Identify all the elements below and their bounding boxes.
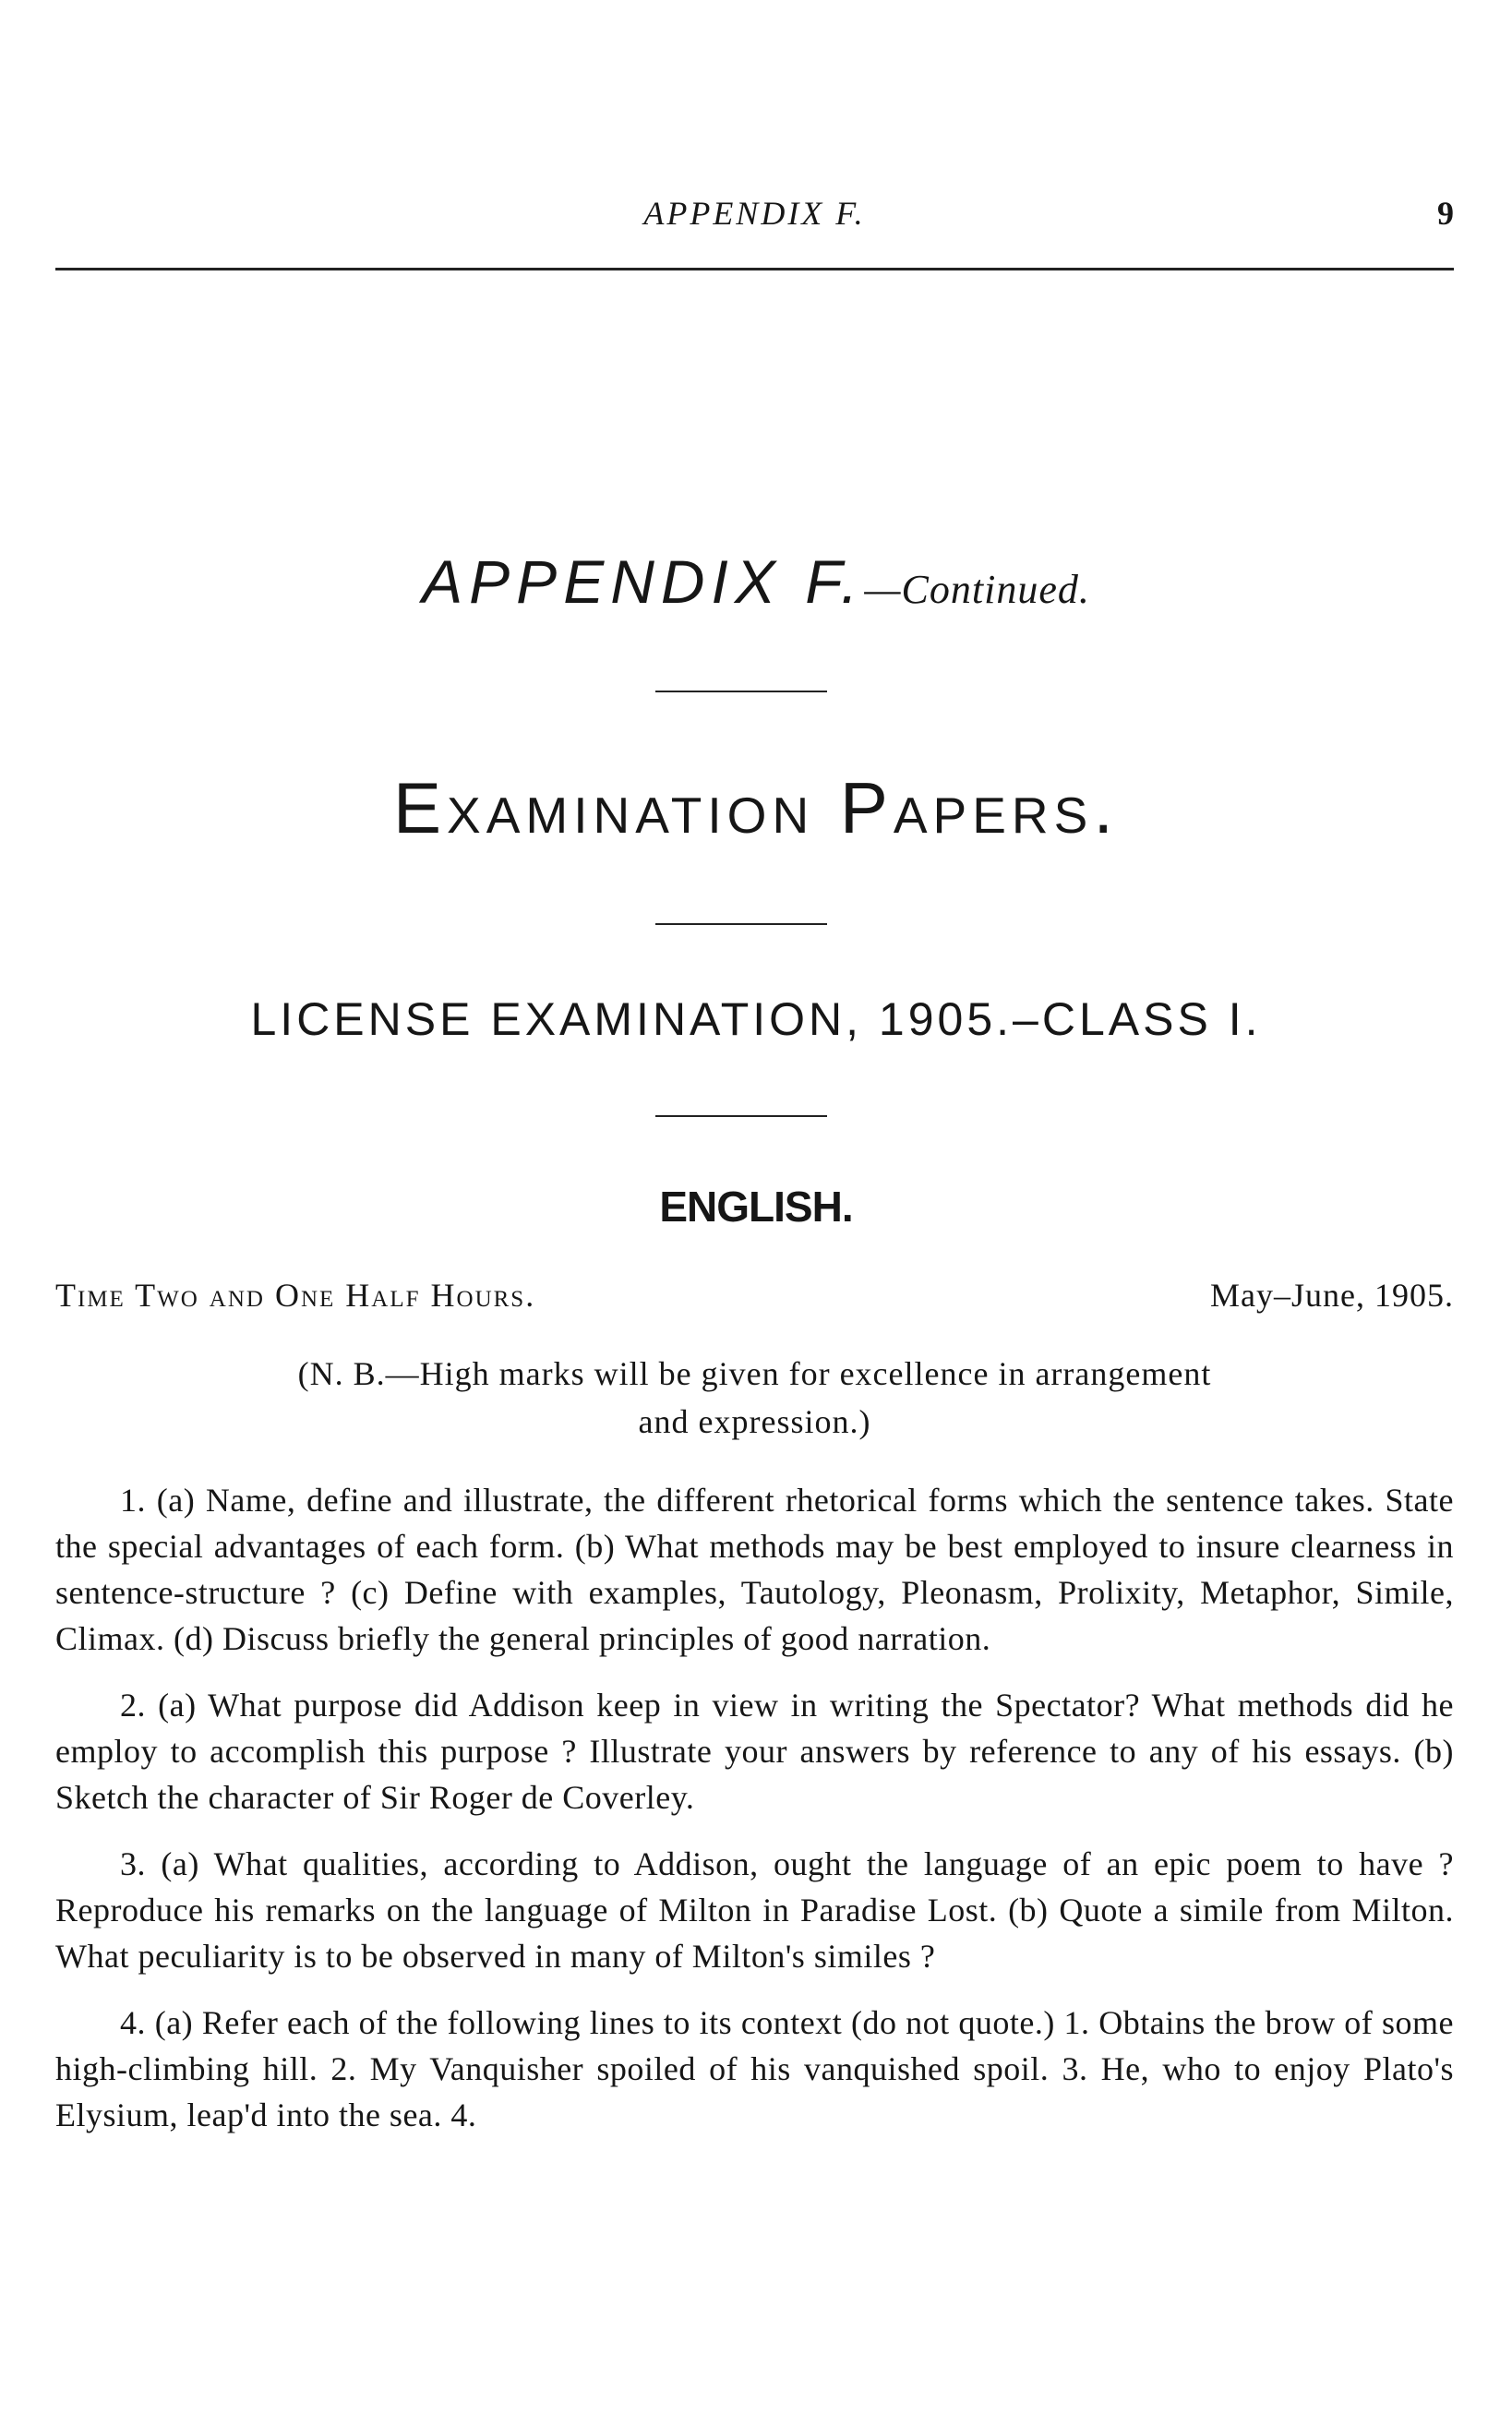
time-line (55, 1276, 1454, 1322)
subject-title: ENGLISH. (659, 1183, 853, 1231)
main-title: Examination Papers. (392, 767, 1119, 848)
divider-rule-3 (655, 1115, 827, 1117)
running-title: APPENDIX F. (643, 195, 866, 232)
divider-rule-1 (655, 691, 827, 692)
exam-duration: Time Two and One Half Hours. (55, 1277, 536, 1314)
appendix-title-text: APPENDIX F. (422, 547, 865, 616)
question-3: 3. (a) What qualities, according to Addison, ought the language of an epic poem to have ? Reproduce his remarks on the language of Milton in Paradise Lost. (b) Quote a simile from Milton. What peculiarity is to be observed in many of Milton's similes ? (55, 1845, 1454, 1975)
question-list (55, 1477, 1454, 2158)
exam-title: LICENSE EXAMINATION, 1905.–CLASS I. (250, 993, 1262, 1045)
appendix-continued: —Continued. (864, 567, 1090, 612)
exam-note: (N. B.—High marks will be given for excellence in arrangement and expression.) (297, 1355, 1212, 1440)
page-number: 9 (1437, 195, 1454, 232)
question-4: 4. (a) Refer each of the following lines to its context (do not quote.) 1. Obtains the brow of some high-climbing hill. 2. My Vanquisher spoiled of his vanquished spoil. 3. He, who to enjoy Plato's Elysium, leap'd into the sea. 4. (55, 2004, 1454, 2133)
divider-rule-2 (655, 923, 827, 925)
header-rule (55, 268, 1454, 270)
appendix-title (0, 547, 1512, 617)
running-header (55, 194, 1454, 240)
question-1: 1. (a) Name, define and illustrate, the different rhetorical forms which the sentence takes. State the special advantages of each form. (b) What methods may be best employed to insure clearness in sentence-structure ? (c) Define with examples, Tautology, Pleonasm, Prolixity, Metaphor, Simile, Climax. (d) Discuss briefly the general principles of good narration. (55, 1482, 1454, 1657)
exam-date: May–June, 1905. (1210, 1277, 1454, 1314)
question-2: 2. (a) What purpose did Addison keep in view in writing the Spectator? What methods did he employ to accomplish this purpose ? Illustrate your answers by reference to any of his essays. (b) Sketch the character of Sir Roger de Coverley. (55, 1687, 1454, 1816)
